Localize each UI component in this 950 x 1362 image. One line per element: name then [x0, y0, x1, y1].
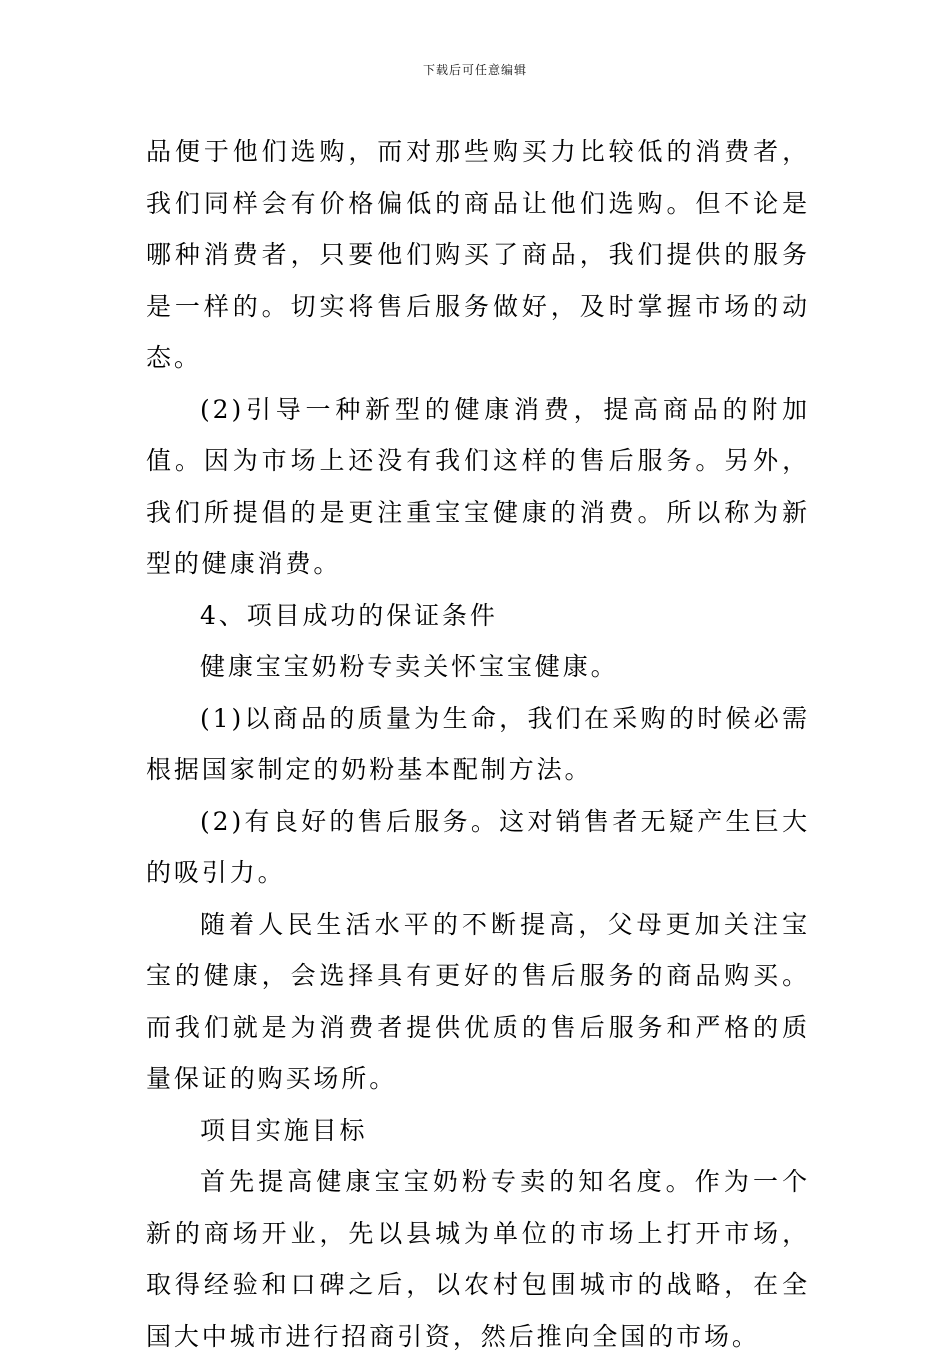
paragraph-1: 品便于他们选购，而对那些购买力比较低的消费者，我们同样会有价格偏低的商品让他们选购。但不论是哪种消费者，只要他们购买了商品，我们提供的服务是一样的。切实将售后服务做好，及时掌握市场的动态。 [146, 137, 810, 372]
document-body [146, 126, 810, 1362]
paragraph-3: 健康宝宝奶粉专卖关怀宝宝健康。 [200, 652, 619, 681]
section-heading-project-goals: 项目实施目标 [200, 1115, 368, 1145]
paragraph-7: 首先提高健康宝宝奶粉专卖的知名度。作为一个新的商场开业，先以县城为单位的市场上打开市场，取得经验和口碑之后，以农村包围城市的战略，在全国大中城市进行招商引资，然后推向全国的市场。 [146, 1167, 810, 1351]
paragraph-4: (1)以商品的质量为生命，我们在采购的时候必需根据国家制定的奶粉基本配制方法。 [146, 703, 810, 784]
paragraph-2: (2)引导一种新型的健康消费，提高商品的附加值。因为市场上还没有我们这样的售后服务。另外，我们所提倡的是更注重宝宝健康的消费。所以称为新型的健康消费。 [146, 394, 810, 578]
page-header: 下载后可任意编辑 [422, 63, 527, 77]
paragraph-6: 随着人民生活水平的不断提高，父母更加关注宝宝的健康，会选择具有更好的售后服务的商品购买。而我们就是为消费者提供优质的售后服务和严格的质量保证的购买场所。 [146, 909, 810, 1093]
paragraph-5: (2)有良好的售后服务。这对销售者无疑产生巨大的吸引力。 [146, 806, 810, 887]
section-heading-success-conditions: 4、项目成功的保证条件 [200, 600, 498, 630]
